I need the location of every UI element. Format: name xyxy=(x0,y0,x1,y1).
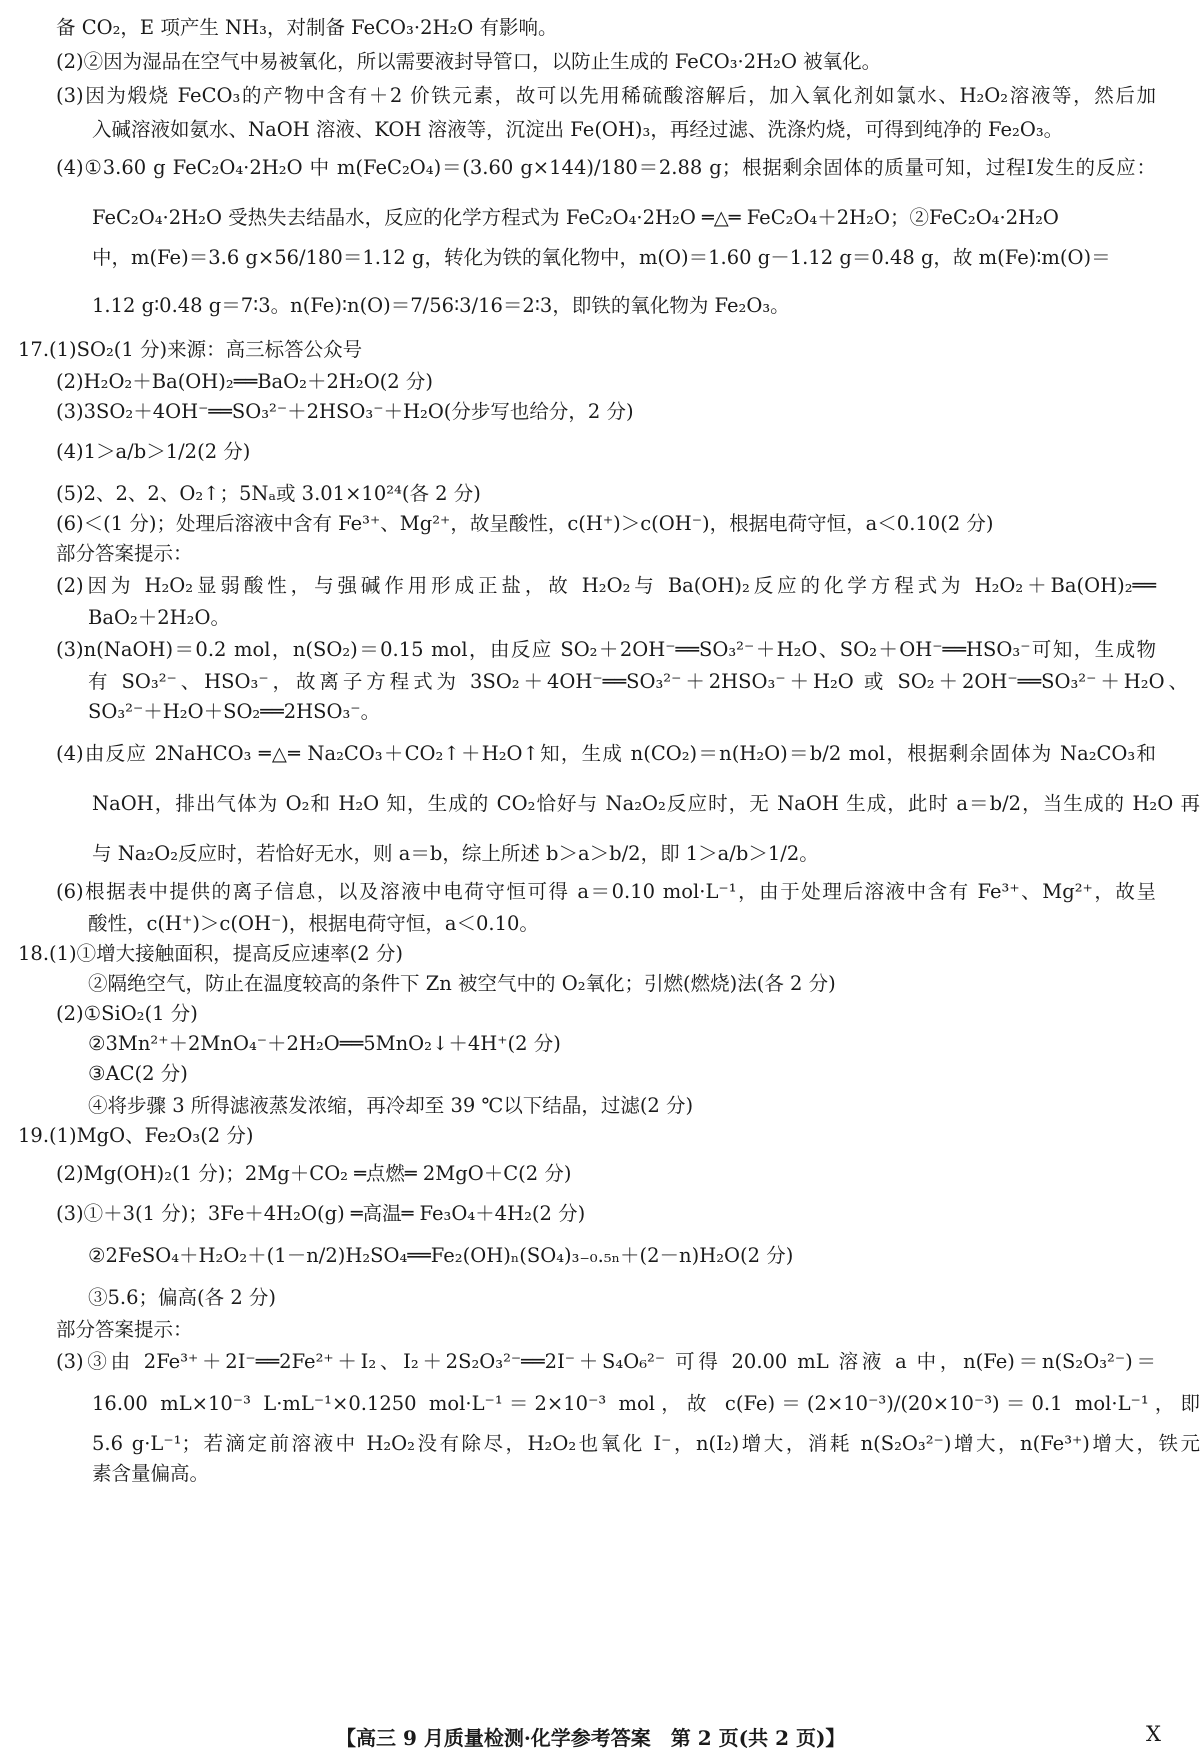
text-line: 备 CO₂，E 项产生 NH₃，对制备 FeCO₃·2H₂O 有影响。 xyxy=(56,16,558,39)
text-line: FeC₂O₄·2H₂O 受热失去结晶水，反应的化学方程式为 FeC₂O₄·2H₂O ═△═ FeC₂O₄＋2H₂O；②FeC₂O₄·2H₂O xyxy=(92,206,1059,229)
text-line: ③5.6；偏高(各 2 分) xyxy=(88,1286,277,1309)
text-line: (3)n(NaOH)＝0.2 mol，n(SO₂)＝0.15 mol，由反应 SO₂＋2OH⁻══SO₃²⁻＋H₂O、SO₂＋OH⁻══HSO₃⁻可知，生成物 xyxy=(56,638,1156,661)
text-line: 18.(1)①增大接触面积，提高反应速率(2 分) xyxy=(18,942,403,965)
text-line: 部分答案提示： xyxy=(56,542,193,565)
text-line: 酸性，c(H⁺)＞c(OH⁻)，根据电荷守恒，a＜0.10。 xyxy=(88,912,539,935)
text-line: (2)Mg(OH)₂(1 分)；2Mg＋CO₂ ═点燃═ 2MgO＋C(2 分) xyxy=(56,1162,572,1185)
text-line: (5)2、2、2、O₂↑；5Nₐ或 3.01×10²⁴(各 2 分) xyxy=(56,482,481,505)
text-line: 中，m(Fe)＝3.6 g×56/180＝1.12 g，转化为铁的氧化物中，m(O)＝1.60 g－1.12 g＝0.48 g，故 m(Fe)∶m(O)＝ xyxy=(92,246,1111,269)
footer-mark: X xyxy=(1146,1722,1161,1746)
text-line: NaOH，排出气体为 O₂和 H₂O 知，生成的 CO₂恰好与 Na₂O₂反应时，无 NaOH 生成，此时 a＝b/2，当生成的 H₂O 再 xyxy=(92,792,1200,815)
text-line: (3)3SO₂＋4OH⁻══SO₃²⁻＋2HSO₃⁻＋H₂O(分步写也给分，2 分) xyxy=(56,400,634,423)
text-line: BaO₂＋2H₂O。 xyxy=(88,606,230,629)
text-line: (4)①3.60 g FeC₂O₄·2H₂O 中 m(FeC₂O₄)＝(3.60 g×144)/180＝2.88 g；根据剩余固体的质量可知，过程Ⅰ发生的反应： xyxy=(56,156,1156,179)
text-line: ④将步骤 3 所得滤液蒸发浓缩，再冷却至 39 ℃以下结晶，过滤(2 分) xyxy=(88,1094,694,1117)
text-line: (4)1＞a/b＞1/2(2 分) xyxy=(56,440,251,463)
text-line: 16.00 mL×10⁻³ L·mL⁻¹×0.1250 mol·L⁻¹＝2×10⁻³ mol，故 c(Fe)＝(2×10⁻³)/(20×10⁻³)＝0.1 mol·L⁻¹，即 xyxy=(92,1392,1200,1415)
text-line: 部分答案提示： xyxy=(56,1318,193,1341)
text-line: 17.(1)SO₂(1 分)来源：高三标答公众号 xyxy=(18,338,363,361)
text-line: (2)因为 H₂O₂显弱酸性，与强碱作用形成正盐，故 H₂O₂与 Ba(OH)₂反应的化学方程式为 H₂O₂＋Ba(OH)₂══ xyxy=(56,574,1156,597)
text-line: (3)③由 2Fe³⁺＋2I⁻══2Fe²⁺＋I₂、I₂＋2S₂O₃²⁻══2I⁻＋S₄O₆²⁻ 可得 20.00 mL 溶液 a 中，n(Fe)＝n(S₂O₃²⁻)＝ xyxy=(56,1350,1156,1373)
text-line: (6)＜(1 分)；处理后溶液中含有 Fe³⁺、Mg²⁺，故呈酸性，c(H⁺)＞c(OH⁻)，根据电荷守恒，a＜0.10(2 分) xyxy=(56,512,994,535)
text-line: 与 Na₂O₂反应时，若恰好无水，则 a＝b，综上所述 b＞a＞b/2，即 1＞a/b＞1/2。 xyxy=(92,842,819,865)
text-line: (2)②因为湿品在空气中易被氧化，所以需要液封导管口，以防止生成的 FeCO₃·2H₂O 被氧化。 xyxy=(56,50,882,73)
text-line: (3)①＋3(1 分)；3Fe＋4H₂O(g) ═高温═ Fe₃O₄＋4H₂(2 分) xyxy=(56,1202,586,1225)
text-line: (4)由反应 2NaHCO₃ ═△═ Na₂CO₃＋CO₂↑＋H₂O↑知，生成 n(CO₂)＝n(H₂O)＝b/2 mol，根据剩余固体为 Na₂CO₃和 xyxy=(56,742,1156,765)
text-line: ②2FeSO₄＋H₂O₂＋(1－n/2)H₂SO₄══Fe₂(OH)ₙ(SO₄)₃₋₀.₅ₙ＋(2－n)H₂O(2 分) xyxy=(88,1244,794,1267)
footer-title: 【高三 9 月质量检测·化学参考答案 第 2 页(共 2 页)】 xyxy=(336,1726,846,1750)
text-line: (6)根据表中提供的离子信息，以及溶液中电荷守恒可得 a＝0.10 mol·L⁻¹，由于处理后溶液中含有 Fe³⁺、Mg²⁺，故呈 xyxy=(56,880,1156,903)
text-line: 素含量偏高。 xyxy=(92,1462,210,1485)
text-line: 5.6 g·L⁻¹；若滴定前溶液中 H₂O₂没有除尽，H₂O₂也氧化 I⁻，n(I₂)增大，消耗 n(S₂O₃²⁻)增大，n(Fe³⁺)增大，铁元 xyxy=(92,1432,1200,1455)
text-line: ②隔绝空气，防止在温度较高的条件下 Zn 被空气中的 O₂氧化；引燃(燃烧)法(各 2 分) xyxy=(88,972,836,995)
text-line: SO₃²⁻＋H₂O＋SO₂══2HSO₃⁻。 xyxy=(88,700,381,723)
text-line: (3)因为煅烧 FeCO₃的产物中含有＋2 价铁元素，故可以先用稀硫酸溶解后，加入氧化剂如氯水、H₂O₂溶液等，然后加 xyxy=(56,84,1156,107)
text-line: 入碱溶液如氨水、NaOH 溶液、KOH 溶液等，沉淀出 Fe(OH)₃，再经过滤、洗涤灼烧，可得到纯净的 Fe₂O₃。 xyxy=(92,118,1064,141)
text-line: 有 SO₃²⁻、HSO₃⁻，故离子方程式为 3SO₂＋4OH⁻══SO₃²⁻＋2HSO₃⁻＋H₂O 或 SO₂＋2OH⁻══SO₃²⁻＋H₂O、 xyxy=(88,670,1188,693)
text-line: 1.12 g∶0.48 g＝7∶3。n(Fe)∶n(O)＝7/56∶3/16＝2∶3，即铁的氧化物为 Fe₂O₃。 xyxy=(92,294,790,317)
text-line: 19.(1)MgO、Fe₂O₃(2 分) xyxy=(18,1124,254,1147)
text-line: ③AC(2 分) xyxy=(88,1062,188,1085)
text-line: (2)①SiO₂(1 分) xyxy=(56,1002,198,1025)
text-line: ②3Mn²⁺＋2MnO₄⁻＋2H₂O══5MnO₂↓＋4H⁺(2 分) xyxy=(88,1032,561,1055)
text-line: (2)H₂O₂＋Ba(OH)₂══BaO₂＋2H₂O(2 分) xyxy=(56,370,434,393)
